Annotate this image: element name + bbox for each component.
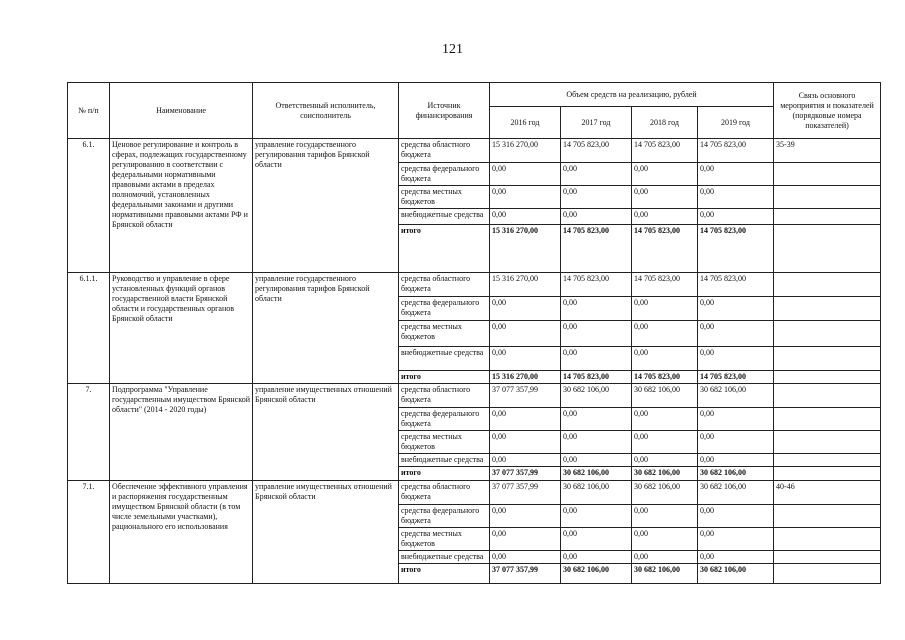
measure-name: Ценовое регулирование и контроль в сферах, подлежащих государственному регулированию в соответствии с федеральными нормативными правовыми актами в пределах полномочий, установленных федеральными законами и другими нормативными правовыми актами РФ и Брянской области	[110, 139, 253, 273]
amount-cell: 37 077 357,99	[490, 467, 561, 481]
header-year-2016: 2016 год	[490, 107, 561, 139]
amount-cell: 14 705 823,00	[632, 139, 698, 163]
amount-cell: 14 705 823,00	[698, 139, 774, 163]
indicator-link	[774, 186, 881, 209]
funding-source: внебюджетные средства	[399, 454, 490, 467]
page-number: 121	[442, 42, 463, 57]
funding-source: итого	[399, 225, 490, 273]
amount-cell: 0,00	[561, 321, 632, 347]
amount-cell: 0,00	[490, 163, 561, 186]
amount-cell: 0,00	[490, 431, 561, 454]
amount-cell: 0,00	[490, 408, 561, 431]
table-row	[68, 139, 881, 163]
header-name: Наименование	[110, 83, 253, 139]
header-year-2017: 2017 год	[561, 107, 632, 139]
amount-cell: 0,00	[490, 505, 561, 528]
indicator-link	[774, 551, 881, 564]
funding-source: внебюджетные средства	[399, 209, 490, 225]
amount-cell: 30 682 106,00	[632, 481, 698, 505]
indicator-link: 35-39	[774, 139, 881, 163]
amount-cell: 0,00	[632, 505, 698, 528]
amount-cell: 0,00	[698, 551, 774, 564]
amount-cell: 30 682 106,00	[561, 481, 632, 505]
amount-cell: 14 705 823,00	[561, 139, 632, 163]
amount-cell: 30 682 106,00	[561, 384, 632, 408]
funding-source: внебюджетные средства	[399, 347, 490, 371]
amount-cell: 0,00	[698, 186, 774, 209]
amount-cell: 0,00	[632, 186, 698, 209]
indicator-link	[774, 225, 881, 273]
amount-cell: 15 316 270,00	[490, 371, 561, 384]
amount-cell: 30 682 106,00	[561, 467, 632, 481]
amount-cell: 30 682 106,00	[698, 481, 774, 505]
header-executor: Ответственный исполнитель, соисполнитель	[253, 83, 399, 139]
amount-cell: 0,00	[561, 209, 632, 225]
amount-cell: 0,00	[632, 454, 698, 467]
amount-cell: 30 682 106,00	[698, 467, 774, 481]
amount-cell: 0,00	[698, 505, 774, 528]
indicator-link	[774, 297, 881, 321]
indicator-link	[774, 209, 881, 225]
row-number: 6.1.	[68, 139, 110, 273]
executor: управление государственного регулирования тарифов Брянской области	[253, 139, 399, 273]
indicator-link	[774, 163, 881, 186]
amount-cell: 30 682 106,00	[632, 564, 698, 584]
funding-source: средства федерального бюджета	[399, 297, 490, 321]
table-row	[68, 481, 881, 505]
amount-cell: 0,00	[561, 186, 632, 209]
table-row	[68, 384, 881, 408]
amount-cell: 0,00	[698, 408, 774, 431]
indicator-link	[774, 431, 881, 454]
amount-cell: 14 705 823,00	[698, 273, 774, 297]
amount-cell: 0,00	[490, 321, 561, 347]
amount-cell: 30 682 106,00	[698, 384, 774, 408]
amount-cell: 0,00	[561, 454, 632, 467]
header-source: Источник финансирования	[399, 83, 490, 139]
amount-cell: 0,00	[490, 209, 561, 225]
amount-cell: 0,00	[561, 528, 632, 551]
executor: управление имущественных отношений Брянской области	[253, 384, 399, 481]
indicator-link	[774, 454, 881, 467]
amount-cell: 15 316 270,00	[490, 139, 561, 163]
amount-cell: 0,00	[698, 347, 774, 371]
amount-cell: 0,00	[490, 454, 561, 467]
amount-cell: 15 316 270,00	[490, 273, 561, 297]
amount-cell: 14 705 823,00	[632, 371, 698, 384]
amount-cell: 0,00	[490, 528, 561, 551]
amount-cell: 0,00	[490, 347, 561, 371]
amount-cell: 0,00	[632, 321, 698, 347]
amount-cell: 0,00	[698, 431, 774, 454]
amount-cell: 0,00	[698, 528, 774, 551]
funding-source: итого	[399, 371, 490, 384]
amount-cell: 0,00	[632, 297, 698, 321]
header-year-2019: 2019 год	[698, 107, 774, 139]
amount-cell: 30 682 106,00	[632, 467, 698, 481]
funding-source: средства областного бюджета	[399, 139, 490, 163]
measure-name: Подпрограмма "Управление государственным имуществом Брянской области" (2014 - 2020 годы)	[110, 384, 253, 481]
amount-cell: 14 705 823,00	[698, 225, 774, 273]
funding-source: средства федерального бюджета	[399, 163, 490, 186]
table-row	[68, 273, 881, 297]
row-number: 7.1.	[68, 481, 110, 584]
amount-cell: 0,00	[490, 297, 561, 321]
row-number: 6.1.1.	[68, 273, 110, 384]
amount-cell: 0,00	[561, 297, 632, 321]
amount-cell: 14 705 823,00	[632, 273, 698, 297]
amount-cell: 37 077 357,99	[490, 564, 561, 584]
amount-cell: 30 682 106,00	[632, 384, 698, 408]
indicator-link	[774, 408, 881, 431]
amount-cell: 0,00	[632, 408, 698, 431]
header-num: № п/п	[68, 83, 110, 139]
funding-source: средства областного бюджета	[399, 384, 490, 408]
indicator-link	[774, 505, 881, 528]
header-volume: Объем средств на реализацию, рублей	[490, 83, 774, 107]
amount-cell: 0,00	[490, 551, 561, 564]
indicator-link	[774, 384, 881, 408]
amount-cell: 14 705 823,00	[561, 225, 632, 273]
amount-cell: 0,00	[632, 551, 698, 564]
funding-source: средства местных бюджетов	[399, 431, 490, 454]
indicator-link: 40-46	[774, 481, 881, 505]
funding-source: средства областного бюджета	[399, 481, 490, 505]
amount-cell: 0,00	[632, 528, 698, 551]
executor: управление государственного регулирования тарифов Брянской области	[253, 273, 399, 384]
amount-cell: 0,00	[632, 431, 698, 454]
amount-cell: 14 705 823,00	[561, 371, 632, 384]
amount-cell: 0,00	[698, 163, 774, 186]
amount-cell: 14 705 823,00	[698, 371, 774, 384]
funding-source: средства местных бюджетов	[399, 321, 490, 347]
amount-cell: 14 705 823,00	[632, 225, 698, 273]
amount-cell: 0,00	[698, 297, 774, 321]
indicator-link	[774, 273, 881, 297]
funding-source: средства местных бюджетов	[399, 528, 490, 551]
row-number: 7.	[68, 384, 110, 481]
funding-source: итого	[399, 467, 490, 481]
amount-cell: 0,00	[632, 163, 698, 186]
amount-cell: 0,00	[561, 347, 632, 371]
amount-cell: 15 316 270,00	[490, 225, 561, 273]
amount-cell: 30 682 106,00	[561, 564, 632, 584]
amount-cell: 0,00	[561, 505, 632, 528]
amount-cell: 0,00	[698, 454, 774, 467]
amount-cell: 0,00	[698, 321, 774, 347]
indicator-link	[774, 528, 881, 551]
amount-cell: 0,00	[561, 551, 632, 564]
executor: управление имущественных отношений Брянской области	[253, 481, 399, 584]
amount-cell: 0,00	[632, 347, 698, 371]
indicator-link	[774, 467, 881, 481]
amount-cell: 37 077 357,99	[490, 481, 561, 505]
funding-source: средства федерального бюджета	[399, 408, 490, 431]
funding-source: средства федерального бюджета	[399, 505, 490, 528]
funding-source: итого	[399, 564, 490, 584]
measure-name: Руководство и управление в сфере установленных функций органов государственной власти Брянской области и государственных органов Брянской области	[110, 273, 253, 384]
amount-cell: 0,00	[561, 408, 632, 431]
header-year-2018: 2018 год	[632, 107, 698, 139]
table-body	[68, 139, 881, 584]
amount-cell: 0,00	[698, 209, 774, 225]
amount-cell: 37 077 357,99	[490, 384, 561, 408]
funding-source: средства местных бюджетов	[399, 186, 490, 209]
funding-source: внебюджетные средства	[399, 551, 490, 564]
amount-cell: 0,00	[490, 186, 561, 209]
measure-name: Обеспечение эффективного управления и распоряжения государственным имуществом Брянской области (в том числе земельными участками), рационального его использования	[110, 481, 253, 584]
amount-cell: 30 682 106,00	[698, 564, 774, 584]
indicator-link	[774, 321, 881, 347]
budget-table	[67, 82, 881, 584]
indicator-link	[774, 371, 881, 384]
indicator-link	[774, 564, 881, 584]
amount-cell: 14 705 823,00	[561, 273, 632, 297]
amount-cell: 0,00	[561, 431, 632, 454]
indicator-link	[774, 347, 881, 371]
funding-source: средства областного бюджета	[399, 273, 490, 297]
amount-cell: 0,00	[561, 163, 632, 186]
header-link: Связь основного мероприятия и показателей (порядковые номера показателей)	[774, 83, 881, 139]
amount-cell: 0,00	[632, 209, 698, 225]
